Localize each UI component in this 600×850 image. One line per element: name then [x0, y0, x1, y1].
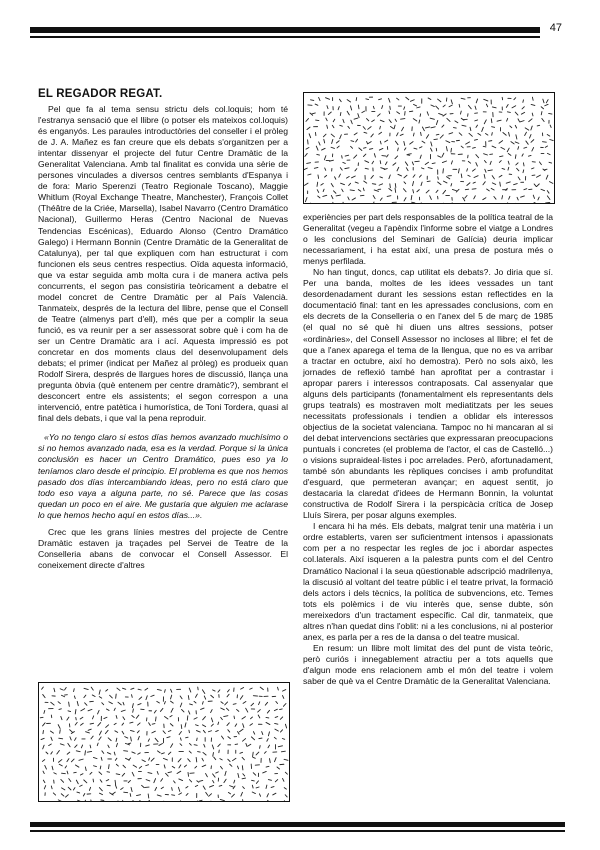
decorative-pattern-top-right	[303, 92, 555, 204]
pull-quote: «Yo no tengo claro si estos días hemos avanzado muchísimo o si no hemos avanzado nada, esa es la verdad. Porque si la única conclusión es hacer un Centro Dramático, pues eso ya lo teníamos claro desde el principio. El problema es que nos hemos pasado dos días intercambiando ideas, pero no está claro que todo eso vaya a alguna parte, no sé. Parece que las cosas quedan un poco en el aire. Me gustaria que alguien me aclarase lo que hemos hecho aquí en estos días...».	[38, 432, 288, 520]
right-paragraph-3: I encara hi ha més. Els debats, malgrat tenir una matèria i un ordre establerts, varen ser suficientment intensos i apassionats com per a no respectar les regles de joc i abordar aspectes col.laterals. Així isqueren a la palestra punts com el del Centro Dramático Nacional i la seua qüestionable adscripció madrilenya, la discusió al voltant del teatre públic i el teatre privat, la formació dels actors i dels tècnics, la política de subvencions, etc. Temes tots els polèmics i de viu interès que, sense dubte, són mereixedors d'un tractament específic. Cal dir, tanmateix, que altres n'han quedat dins l'oblit: ni a les conclusions, ni al posterior anex, es parla per a res de la dansa o del teatre musical.	[303, 521, 553, 642]
bottom-rule-thick	[30, 822, 565, 827]
left-paragraph-1: Pel que fa al tema sensu strictu dels col.loquis; hom té l'estranya sensació que el llibre (o potser els mateixos col.loquis) és enganyós. Les paraules introductòries del conseller i el pròleg de J. A. Mañez es fan creure que els debats s'organitzen per a intentar dissenyar el projecte del futur Centre Dramàtic de la Generalitat Valenciana. Amb tal finalitat es convida una sèrie de persones vinculades a diversos centres semblants d'Espanya i de fora: Mario Sperenzi (Teatro Regionale Toscano), Maggie Whitlum (Royal Exchange Theatre, Manchester), François Collet (Théâtre de la Criée, Marsella), Isabel Navarro (Centro Dramático Nacional), Guillermo Heras (Centro Nacional de Nuevas Tendencias Escénicas), Eduardo Alonso (Centro Dramático Galego) i Hermann Bonnin (Centre Dramàtic de la Generalitat de Catalunya), per tal que expliquen com han estructurat i com funcionen els seus centres respectius. Oïda aquesta informació, que va estar seguida amb molta cura i de manera activa pels concurrents, el segon pas consistiria teòricament a debatre el model concret de Centre Dramàtic per al País Valencià. Tanmateix, després de la lectura del llibre, pense que el Consell de Teatre (almenys part d'ell), més que per a complir la seua funció, es va reunir per a ser assessorat sobre què i com ha de ser un Centre Dramàtic ara i ací. Aquesta impressió es pot concretar en dos moments claus del desenvolupament dels debats; el primer (indicat per Mañez al pròleg) es produeix quan Rodolf Sirera, després de llargues hores de discussió, llança una pregunta òbvia (què entenem per centre dramàtic?), sembrant el desconcert entre els assistents; el segon correspon a una intervenció, entre patètica i humorística, de Toni Tordera, quasi al final dels debats, i que val la pena reproduir.	[38, 104, 288, 424]
bottom-rule-thin	[30, 830, 565, 832]
top-rule-thin	[30, 36, 540, 38]
article-title: EL REGADOR REGAT.	[38, 88, 163, 100]
right-column	[303, 212, 553, 687]
decorative-pattern-bottom-left	[38, 682, 290, 802]
page-number: 47	[549, 22, 562, 34]
right-paragraph-1: experiències per part dels responsables de la política teatral de la Generalitat (vegeu a l'apèndix l'informe sobre el viatge a Londres o les conclusions del Seminari de Galícia) deuria implicar necessariament, i ha estat així, una presa de postura més o menys perfilada.	[303, 212, 553, 267]
top-rule-thick	[30, 27, 540, 33]
right-paragraph-2: No han tingut, doncs, cap utilitat els debats?. Jo diria que sí. Per una banda, moltes de les idees vessades un tant desordenadament durant les sessions estan reflectides en la documentació final: tant en les apressades conclusions, com en els decrets de la Conselleria o en l'anex del 5 de març de 1985 (el qual no sé què hi diuen uns altres sessions, potser «ordinàries», del Consell Assessor no incloses al llibre; el fet de que a l'anex aparega el tema de la llengua, que no es va arribar a tractar en octubre, així ho demostra). Però no sols això, les jornades de reflexió també han aprofitat per a contrastar i apropar parers i interessos contraposats. Cal assenyalar que alguns dels participants (fonamentalment els representants dels grups teatrals) es mostraven molt mediatitzats per les seues necessitats professionals i tendien a oblidar els interessos objectius de la societat valenciana. Tampoc no hi mancaran al si del debat intervencions sectàries que expressaran preocupacions puntuals i concretes (el problema de l'actor, el cas de Castelló...) o visions supraideal·listes i poc arrelades. Però, afortunadament, també són abundants les rèpliques concises i amb profunditat d'esguard, que permeteran avançar; en aquest sentit, jo destacaria la claredat d'idees de Hermann Bonnin, la voluntat constructiva de Rodolf Sirera i la perspicàcia crítica de Josep Lluís Sirera, per posar alguns exemples.	[303, 267, 553, 521]
right-paragraph-4: En resum: un llibre molt limitat des del punt de vista teòric, però curiós i innegablement atractiu per a tots aquells que d'algun mode ens relacionem amb el món del teatre i volem saber de què va el Centre Dramàtic de la Generalitat Valenciana.	[303, 642, 553, 686]
left-column	[38, 88, 288, 571]
left-paragraph-2: Crec que les grans línies mestres del projecte de Centre Dramàtic estaven ja traçades pel Servei de Teatre de la Conselleria abans de convocar el Consell Assessor. El coneixement directe d'altres	[38, 526, 288, 570]
